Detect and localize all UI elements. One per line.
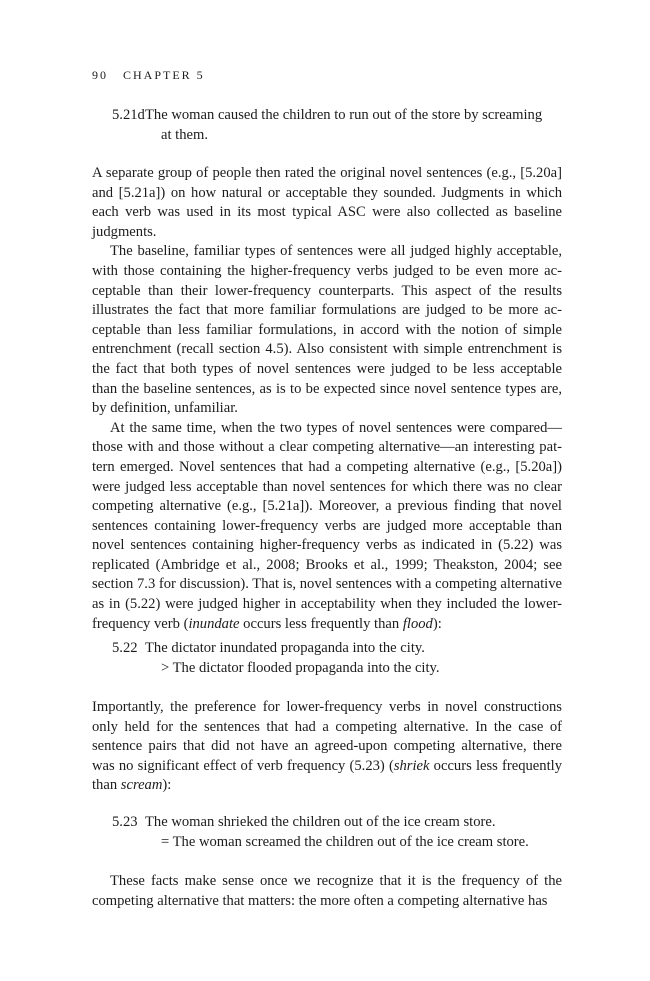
paragraph-conclusion-block	[92, 872, 562, 911]
paragraphs-block	[92, 164, 562, 634]
example-5-22-block	[92, 639, 562, 678]
example-line: The dictator inundated propaganda into the city.	[145, 640, 425, 656]
example-line: at them.	[161, 126, 209, 143]
example-5-22	[92, 639, 562, 678]
example-5-23	[92, 813, 562, 852]
paragraph-baseline: The baseline, familiar types of sentences were all judged highly acceptable, with those containing the higher-frequency verbs judged to be even more ac-ceptable than their lower-frequency counterparts. This aspect of the results illustrates the fact that more familiar formulations are judged to be more ac-ceptable than less familiar formulations, in accord with the notion of simple entrenchment (recall section 4.5). Also consistent with simple entrenchment is the fact that both types of novel sentences were judged to be less acceptable than the baseline sentences, as is to be expected since novel sentence types are, by definition, unfamiliar.	[92, 243, 562, 417]
example-number: 5.21d	[112, 107, 145, 123]
example-line: = The woman screamed the children out of the ice cream store.	[161, 833, 529, 850]
paragraph-comparison: At the same time, when the two types of novel sentences were compared—those with and those without a clear competing alternative—an interesting pat-tern emerged. Novel sentences that had a competing alternative (e.g., [5.20a]) were judged less acceptable than novel sentences for which there was no clear competing alternative (e.g., [5.21a]). Moreover, a previous finding that novel sentences containing lower-frequency verbs are judged more acceptable than novel sentences containing higher-frequency verbs as indicated in (5.22) was replicated (Ambridge et al., 2008; Brooks et al., 1999; Theakston, 2004; see section 7.3 for discussion). That is, novel sentences with a competing alternative as in (5.22) were judged higher in acceptability when they included the lower-frequency verb (inundate occurs less frequently than flood):	[92, 419, 562, 632]
example-5-21d-block	[92, 106, 562, 145]
page-number: 90	[92, 68, 108, 82]
example-number: 5.23	[112, 814, 138, 830]
paragraph-rating-study: A separate group of people then rated the original novel sentences (e.g., [5.20a] and [5.21a]) on how natural or acceptable they sounded. Judgments in which each verb was used in its most typical ASC were also collected as baseline judgments.	[92, 165, 562, 240]
example-line: > The dictator flooded propaganda into the city.	[161, 659, 440, 676]
example-5-23-block	[92, 813, 562, 852]
running-head	[92, 68, 205, 83]
example-line: The woman caused the children to run out of the store by screaming	[145, 107, 543, 123]
example-line: The woman shrieked the children out of the ice cream store.	[145, 814, 496, 830]
example-number: 5.22	[112, 640, 138, 656]
example-5-21d	[92, 106, 562, 145]
chapter-label: CHAPTER 5	[123, 68, 205, 82]
paragraph-conclusion: These facts make sense once we recognize that it is the frequency of the competing alternative that matters: the more often a competing alternative has	[92, 873, 562, 909]
paragraph-importantly-block	[92, 698, 562, 796]
paragraph-importantly: Importantly, the preference for lower-frequency verbs in novel constructions only held for the sentences that had a competing alternative. In the case of sentence pairs that did not have an agreed-upon competing alternative, there was no significant effect of verb frequency (5.23) (shriek occurs less frequently than scream):	[92, 699, 562, 794]
